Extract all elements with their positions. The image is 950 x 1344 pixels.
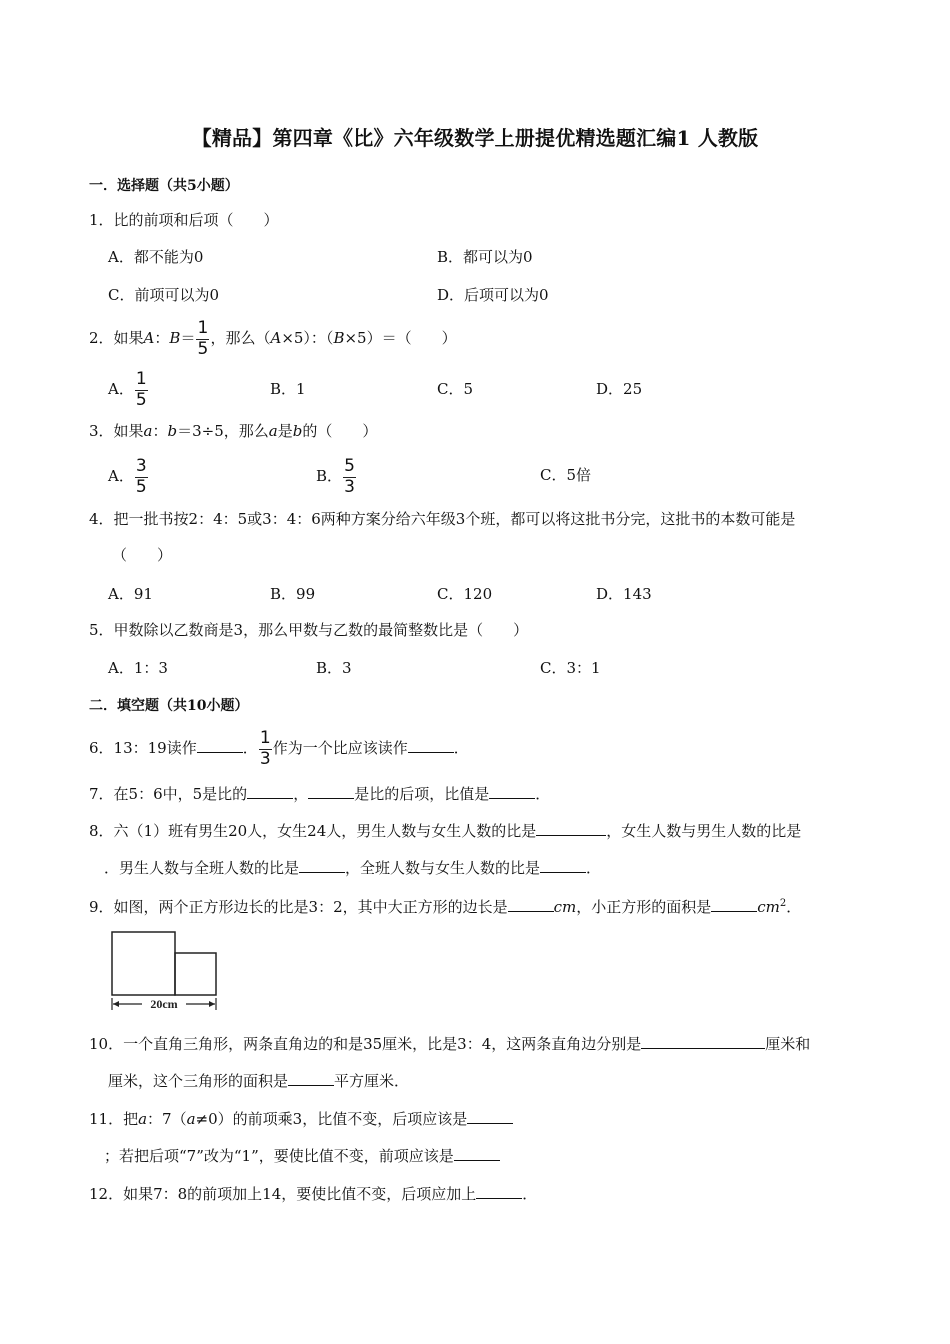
q3-option-b-fraction <box>343 458 356 496</box>
q3-option-c: C．5倍 <box>540 466 592 484</box>
question-8-line-1 <box>89 820 801 841</box>
answer-blank[interactable] <box>299 857 345 873</box>
q12-text: ． <box>522 1185 538 1203</box>
q2-text: ，那么（ <box>210 329 271 347</box>
q4-option-d: D．143 <box>596 585 652 603</box>
q11-var-a: a <box>186 1110 196 1128</box>
q9-text: ． <box>786 898 802 916</box>
q2-option-b: B．1 <box>270 380 306 398</box>
answer-blank[interactable] <box>536 820 606 836</box>
option-label: B． <box>316 467 343 485</box>
unit-cm: cm <box>553 898 577 916</box>
answer-blank[interactable] <box>711 896 757 912</box>
q2-option-d: D．25 <box>596 380 643 398</box>
q3-var-a: a <box>143 422 153 440</box>
q7-text: 7．在5：6中，5是比的 <box>89 785 248 803</box>
question-2-stem <box>89 318 457 358</box>
question-1-stem: 1．比的前项和后项（ ） <box>89 211 279 229</box>
q7-text: 是比的后项，比值是 <box>354 785 490 803</box>
q2-var-a: A <box>270 329 282 347</box>
large-square <box>112 932 175 995</box>
q10-text: 10．一个直角三角形，两条直角边的和是35厘米，比是3：4，这两条直角边分别是 <box>89 1035 642 1053</box>
section-heading-choice: 一．选择题（共5小题） <box>89 178 239 194</box>
answer-blank[interactable] <box>197 737 243 753</box>
q8-text: 8．六（1）班有男生20人，女生24人，男生人数与女生人数的比是 <box>89 822 537 840</box>
q4-option-b: B．99 <box>270 585 316 603</box>
question-11-line-1 <box>89 1108 513 1129</box>
answer-blank[interactable] <box>247 783 293 799</box>
q3-text: 是 <box>277 422 293 440</box>
q2-text: ： <box>154 329 170 347</box>
q10-text: 厘米和 <box>765 1035 811 1053</box>
q4-option-c: C．120 <box>437 585 493 603</box>
fraction-denominator: 5 <box>135 390 147 410</box>
unit-exponent: 2 <box>779 898 787 909</box>
fraction-numerator: 5 <box>344 456 355 476</box>
q8-text: ．男生人数与全班人数的比是 <box>104 859 300 877</box>
q2-text: ＝ <box>180 329 196 347</box>
q12-text: 12．如果7：8的前项加上14，要使比值不变，后项应加上 <box>89 1185 477 1203</box>
small-square <box>175 953 216 995</box>
two-squares-figure <box>108 928 218 1013</box>
q3-option-b <box>316 456 357 496</box>
q2-option-a <box>108 369 149 409</box>
q2-var-b: B <box>169 329 181 347</box>
q1-option-b: B．都可以为0 <box>437 248 533 266</box>
q2-text: ×5）：（ <box>281 329 334 347</box>
q10-text: 厘米，这个三角形的面积是 <box>108 1072 289 1090</box>
question-5-stem: 5．甲数除以乙数商是3，那么甲数与乙数的最简整数比是（ ） <box>89 621 529 639</box>
q2-var-a: A <box>143 329 155 347</box>
answer-blank[interactable] <box>540 857 586 873</box>
answer-blank[interactable] <box>408 737 454 753</box>
q5-option-c: C．3：1 <box>540 659 601 677</box>
q3-text: ＝3÷5，那么 <box>177 422 269 440</box>
q2-text: ×5）＝（ ） <box>344 329 457 347</box>
q8-text: ，女生人数与男生人数的比是 <box>606 822 802 840</box>
fraction-denominator: 3 <box>259 749 271 769</box>
q3-var-b: b <box>292 422 303 440</box>
answer-blank[interactable] <box>308 783 354 799</box>
question-12 <box>89 1183 537 1204</box>
option-label: A． <box>108 380 134 398</box>
question-6 <box>89 728 469 768</box>
question-10-line-2 <box>108 1070 409 1091</box>
page-title: 【精品】第四章《比》六年级数学上册提优精选题汇编1 人教版 <box>191 126 759 150</box>
q3-var-b: b <box>167 422 178 440</box>
q9-text: ，小正方形的面积是 <box>576 898 712 916</box>
unit-cm2: cm <box>757 898 780 916</box>
fraction-numerator: 1 <box>197 318 209 338</box>
answer-blank[interactable] <box>489 783 535 799</box>
q6-fraction <box>259 730 272 768</box>
q8-text: ． <box>586 859 602 877</box>
q3-option-a <box>108 456 149 496</box>
answer-blank[interactable] <box>454 1145 500 1161</box>
q11-text: ≠0）的前项乘3，比值不变，后项应该是 <box>195 1110 468 1128</box>
q11-var-a: a <box>138 1110 148 1128</box>
fraction-numerator: 3 <box>135 456 147 476</box>
q2-var-b: B <box>333 329 345 347</box>
q6-text: ． <box>242 739 258 757</box>
question-4-paren: （ ） <box>112 546 173 564</box>
answer-blank[interactable] <box>288 1070 334 1086</box>
q4-option-a: A．91 <box>108 585 153 603</box>
fraction-numerator: 1 <box>259 728 271 748</box>
question-11-line-2 <box>104 1145 500 1166</box>
q3-text: ： <box>152 422 168 440</box>
q1-option-d: D．后项可以为0 <box>437 286 549 304</box>
q1-option-a: A．都不能为0 <box>108 248 204 266</box>
fraction-denominator: 5 <box>135 477 147 497</box>
fraction-denominator: 5 <box>197 339 209 359</box>
q2-option-c: C．5 <box>437 380 474 398</box>
question-9 <box>89 894 801 917</box>
q2-fraction <box>196 320 209 358</box>
question-4-stem: 4．把一批书按2：4：5或3：4：6两种方案分给六年级3个班，都可以将这批书分完，这批书的本数可能是 <box>89 510 796 528</box>
q9-text: 9．如图，两个正方形边长的比是3：2，其中大正方形的边长是 <box>89 898 508 916</box>
answer-blank[interactable] <box>508 896 554 912</box>
q11-text: ；若把后项“7”改为“1”，要使比值不变，前项应该是 <box>104 1147 454 1165</box>
q11-text: ：7（ <box>147 1110 187 1128</box>
q11-text: 11．把 <box>89 1110 139 1128</box>
q7-text: ， <box>293 785 309 803</box>
answer-blank[interactable] <box>467 1108 513 1124</box>
q5-option-b: B．3 <box>316 659 352 677</box>
dimension-label: 20cm <box>150 997 178 1011</box>
question-7 <box>89 783 550 804</box>
q5-option-a: A．1：3 <box>108 659 168 677</box>
q6-text: ． <box>453 739 469 757</box>
q6-text: 作为一个比应该读作 <box>272 739 408 757</box>
section-heading-fill: 二．填空题（共10小题） <box>89 698 249 714</box>
question-8-line-2 <box>104 857 601 878</box>
question-10-line-1 <box>89 1033 810 1054</box>
q3-text: 3．如果 <box>89 422 144 440</box>
question-3-stem <box>89 421 377 441</box>
option-label: A． <box>108 467 134 485</box>
q8-text: ，全班人数与女生人数的比是 <box>345 859 541 877</box>
q6-text: 6．13：19读作 <box>89 739 197 757</box>
q3-option-a-fraction <box>135 458 148 496</box>
q3-var-a: a <box>268 422 278 440</box>
q2-text: 2．如果 <box>89 329 144 347</box>
answer-blank[interactable] <box>476 1183 522 1199</box>
fraction-denominator: 3 <box>344 477 355 497</box>
q10-text: 平方厘米． <box>334 1072 410 1090</box>
q1-option-c: C．前项可以为0 <box>108 286 220 304</box>
answer-blank[interactable] <box>641 1033 765 1049</box>
q2-option-a-fraction <box>135 371 148 409</box>
q3-text: 的（ ） <box>302 422 378 440</box>
q7-text: ． <box>535 785 551 803</box>
fraction-numerator: 1 <box>135 369 147 389</box>
